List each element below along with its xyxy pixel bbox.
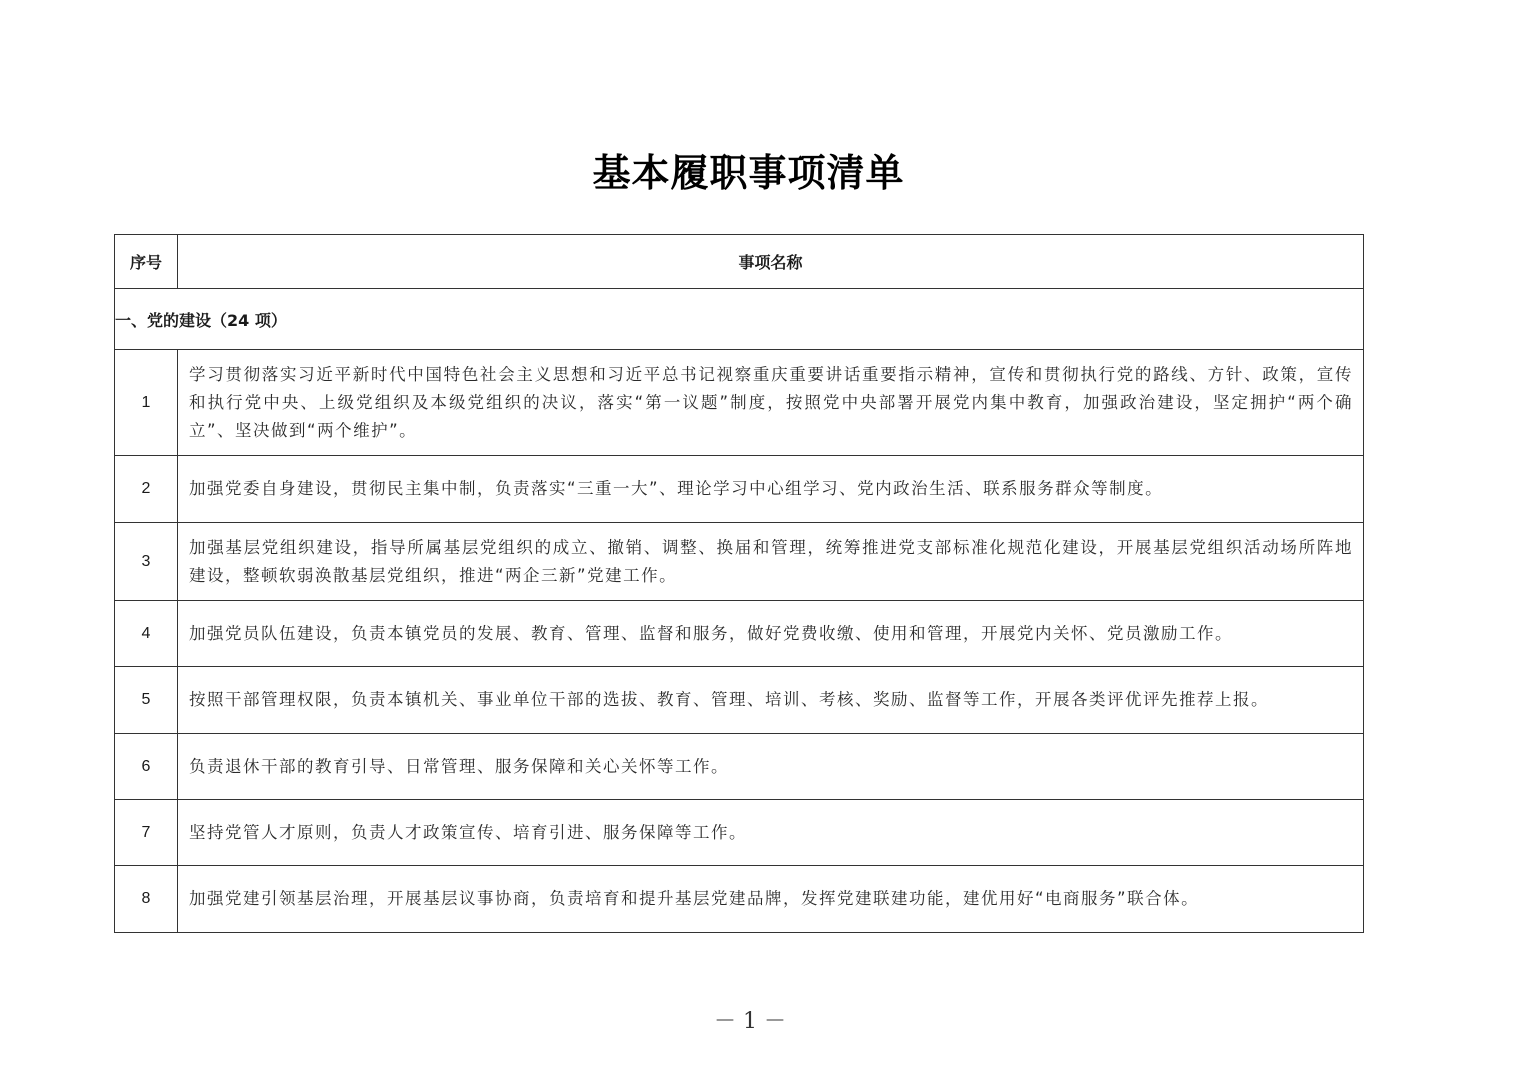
row-item-name: 加强基层党组织建设，指导所属基层党组织的成立、撤销、调整、换届和管理，统筹推进党支部标准化规范化建设，开展基层党组织活动场所阵地建设，整顿软弱涣散基层党组织，推进“两企三新”党建工作。 [178, 523, 1364, 601]
section-title: 一、党的建设（24 项） [115, 289, 1364, 350]
row-number: 5 [115, 667, 178, 734]
table-row [115, 601, 1364, 667]
row-item-name: 加强党建引领基层治理，开展基层议事协商，负责培育和提升基层党建品牌，发挥党建联建功能，建优用好“电商服务”联合体。 [178, 866, 1364, 933]
row-number: 4 [115, 601, 178, 667]
row-item-name: 学习贯彻落实习近平新时代中国特色社会主义思想和习近平总书记视察重庆重要讲话重要指示精神，宣传和贯彻执行党的路线、方针、政策，宣传和执行党中央、上级党组织及本级党组织的决议，落实“第一议题”制度，按照党中央部署开展党内集中教育，加强政治建设，坚定拥护“两个确立”、坚决做到“两个维护”。 [178, 350, 1364, 456]
header-item-name: 事项名称 [178, 235, 1364, 289]
row-number: 8 [115, 866, 178, 933]
row-item-name: 加强党员队伍建设，负责本镇党员的发展、教育、管理、监督和服务，做好党费收缴、使用和管理，开展党内关怀、党员激励工作。 [178, 601, 1364, 667]
table-row [115, 800, 1364, 866]
table-row [115, 667, 1364, 734]
table-row [115, 456, 1364, 523]
row-number: 1 [115, 350, 178, 456]
row-item-name: 加强党委自身建设，贯彻民主集中制，负责落实“三重一大”、理论学习中心组学习、党内政治生活、联系服务群众等制度。 [178, 456, 1364, 523]
row-item-name: 按照干部管理权限，负责本镇机关、事业单位干部的选拔、教育、管理、培训、考核、奖励、监督等工作，开展各类评优评先推荐上报。 [178, 667, 1364, 734]
header-number: 序号 [115, 235, 178, 289]
duty-items-table [114, 234, 1364, 933]
row-number: 3 [115, 523, 178, 601]
row-number: 7 [115, 800, 178, 866]
document-title: 基本履职事项清单 [592, 150, 905, 195]
table-row [115, 734, 1364, 800]
table-row [115, 523, 1364, 601]
row-number: 2 [115, 456, 178, 523]
table-row [115, 866, 1364, 933]
section-row [115, 289, 1364, 350]
table-header-row [115, 235, 1364, 289]
row-item-name: 坚持党管人才原则，负责人才政策宣传、培育引进、服务保障等工作。 [178, 800, 1364, 866]
table-row [115, 350, 1364, 456]
row-item-name: 负责退休干部的教育引导、日常管理、服务保障和关心关怀等工作。 [178, 734, 1364, 800]
page-number: － 1 － [714, 1009, 786, 1034]
row-number: 6 [115, 734, 178, 800]
